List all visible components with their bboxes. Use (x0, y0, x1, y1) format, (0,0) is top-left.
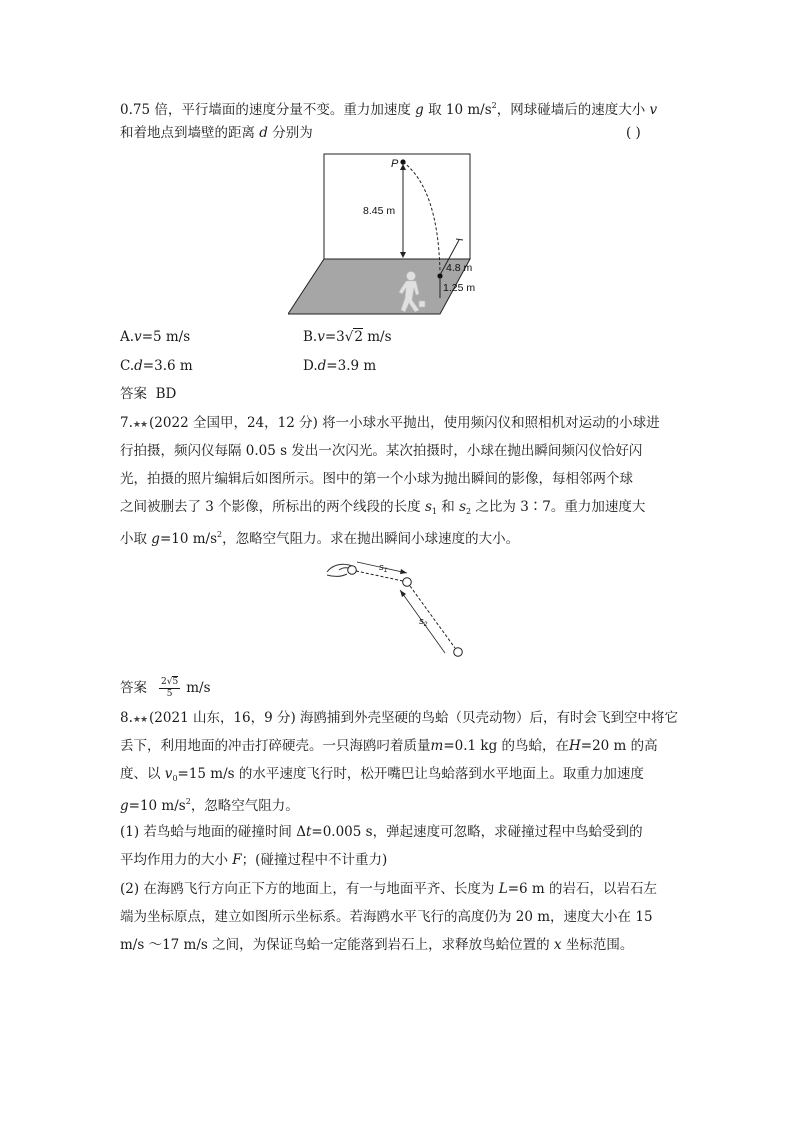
ball-throw-figure (324, 558, 470, 662)
q8-line-1: 8.★★ (2021 山东，16，9 分) 海鸥捕到外壳坚硬的鸟蛤（贝壳动物）后，有时会飞到空中将它 (120, 710, 679, 726)
segment-s2 (410, 586, 455, 648)
dimension-s2-arrow (400, 590, 406, 597)
tennis-wall-figure (288, 148, 486, 316)
q6-line-2: 和着地点到墙壁的距离 d 分别为 (120, 125, 313, 141)
option-d[interactable]: D.d=3.9 m (303, 358, 377, 374)
q8-part-2-line-3: m/s ～17 m/s 之间，为保证鸟蛤一定能落到岩石上，求释放鸟蛤位置的 x 坐标范围。 (120, 937, 634, 953)
q8-line-2: 丢下，利用地面的冲击打碎硬壳。一只海鸥叼着质量m=0.1 kg 的鸟蛤，在H=20 m 的高 (120, 738, 658, 754)
q8-part-1-line-1: (1) 若鸟蛤与地面的碰撞时间 Δt=0.005 s，弹起速度可忽略，求碰撞过程中鸟蛤受到的 (120, 824, 643, 840)
q6-line-1: 0.75 倍，平行墙面的速度分量不变。重力加速度 g 取 10 $m/s^2$，网球碰墙后的速度大小 v (120, 101, 658, 118)
q8-part-2-line-1: (2) 在海鸥飞行方向正下方的地面上，有一与地面平齐、长度为 L=6 m 的岩石，以岩石左 (120, 881, 657, 897)
difficulty-stars-icon: ★★ (132, 420, 148, 430)
difficulty-stars-icon: ★★ (132, 715, 148, 725)
q7-answer: 答案 $\frac{2√5}{5}$ m/s (120, 677, 211, 699)
height-label-4-8: 4.8 m (446, 262, 473, 274)
ball-point (437, 273, 442, 278)
q7-line-3: 光，拍摄的照片编辑后如图所示。图中的第一个小球为抛出瞬间的影像，每相邻两个球 (120, 471, 633, 487)
q8-line-3: 度、以 $v_0=15$ m/s 的水平速度飞行时，松开嘴巴让鸟蛤落到水平地面上。取重力加速度 (120, 766, 644, 783)
option-b[interactable]: B.v=3√2 m/s (303, 329, 392, 345)
q7-line-1: 7.★★ (2022 全国甲，24，12 分) 将一小球水平抛出，使用频闪仪和照相机对运动的小球进 (120, 415, 660, 431)
q7-line-5: 小取 g=10 $m/s^2$，忽略空气阻力。求在抛出瞬间小球速度的大小。 (120, 530, 520, 547)
answer-fraction: $\frac{2√5}{5}$ (161, 677, 179, 699)
q7-line-2: 行拍摄，频闪仪每隔 0.05 s 发出一次闪光。某次拍摄时，小球在抛出瞬间频闪仪恰好闪 (120, 443, 643, 459)
q6-answer-paren: ( ) (626, 125, 641, 141)
height-label-8-45: 8.45 m (363, 205, 396, 217)
option-c[interactable]: C.d=3.6 m (120, 358, 193, 374)
q8-part-1-line-2: 平均作用力的大小 F；(碰撞过程中不计重力) (120, 852, 388, 868)
label-s1: $s_1$ (379, 562, 388, 574)
dimension-s1-arrow (400, 569, 407, 574)
option-a[interactable]: A.v=5 m/s (120, 329, 191, 345)
ball-3 (454, 648, 463, 657)
height-label-1-25: 1.25 m (443, 282, 476, 294)
q7-line-4: 之间被删去了 3 个影像，所标出的两个线段的长度 $s_1$ 和 $s_2$ 之比为 3∶7。重力加速度大 (120, 499, 646, 516)
ball-1 (348, 566, 357, 575)
point-p-label: P (391, 158, 399, 170)
q8-part-2-line-2: 端为坐标原点，建立如图所示坐标系。若海鸥水平飞行的高度仍为 20 m，速度大小在 15 (120, 909, 653, 925)
ball-2 (403, 578, 412, 587)
q6-answer: 答案 BD (120, 386, 177, 402)
label-s2: $s_2$ (419, 616, 428, 628)
q8-line-4: g=10 $m/s^2$，忽略空气阻力。 (120, 797, 299, 814)
